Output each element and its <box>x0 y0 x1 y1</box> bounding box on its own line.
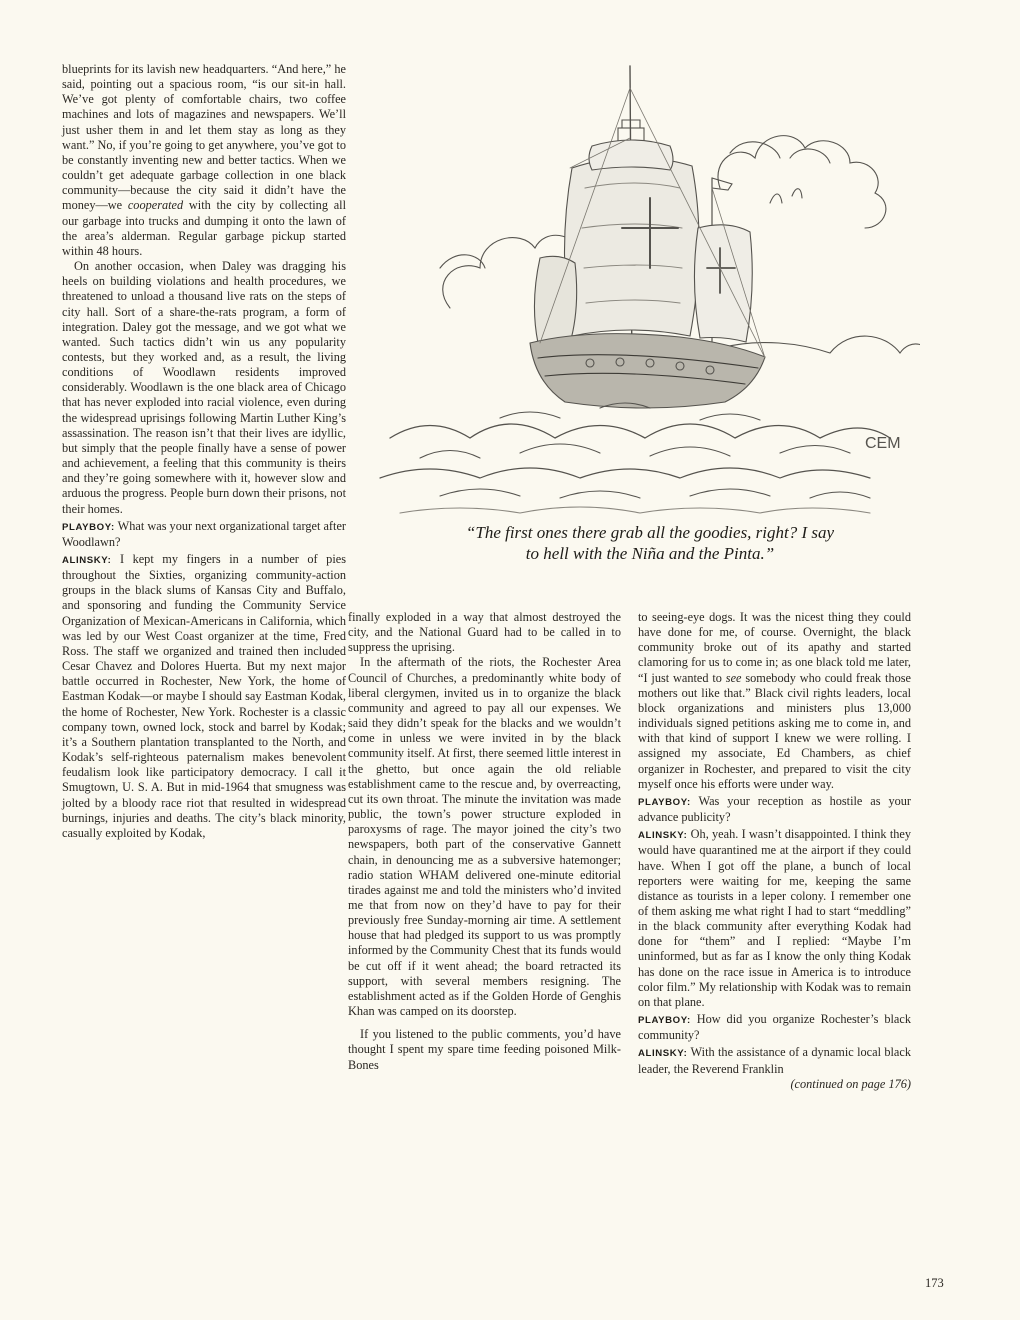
interviewer-question: PLAYBOY: How did you organize Rochester’s black community? <box>638 1012 911 1043</box>
interviewee-answer: ALINSKY: Oh, yeah. I wasn’t disappointed. I think they would have quarantined me at the airport if they could have. When I got off the plane, a bunch of local reporters were waiting for me, keeping the same distance as tourists in a leper colony. I remember one of them asking me what right I had to start “meddling” in the black community after everything Kodak had done for “them” and I replied: “Maybe I’m uninformed, but as far as I know the only thing Kodak has done on the race issue in America is to introduce color film.” My relationship with Kodak was to remain on that plane. <box>638 827 911 1009</box>
speaker-label: PLAYBOY: <box>62 521 115 533</box>
paragraph: finally exploded in a way that almost destroyed the city, and the National Guard had to be called in to suppress the uprising. <box>348 610 621 655</box>
paragraph: On another occasion, when Daley was dragging his heels on building violations and health procedures, we threatened to unload a thousand live rats on the steps of city hall. Sort of a share-the-rats program, a form of integration. Daley got the message, and we got what we wanted. Such tactics didn’t win us any popularity contests, but they worked and, as a result, the living conditions of Woodlawn residents improved considerably. Woodlawn is the one black area of Chicago that has never exploded into racial violence, even during the widespread uprisings following Martin Luther King’s assassination. The reason isn’t that their lives are idyllic, but simply that the people finally have a sense of power and achievement, a feeling that this community is theirs and they’re going somewhere with it, however slow and arduous the progress. People burn down their prisons, not their homes. <box>62 259 346 516</box>
interviewee-answer: ALINSKY: I kept my fingers in a number of pies throughout the Sixties, organizing community-action groups in the black slums of Kansas City and Buffalo, and sponsoring and funding the Community Service Organization of Mexican-Americans in California, which was led by our West Coast organizer at the time, Fred Ross. The staff we organized and trained then included Cesar Chavez and Dolores Huerta. But my next major battle occurred in Rochester, New York, the home of Eastman Kodak—or maybe I should say Eastman Kodak, the home of Rochester, New York. Rochester is a classic company town, owned lock, stock and barrel by Kodak; it’s a Southern plantation transplanted to the North, and Kodak’s self-righteous paternalism makes benevolent feudalism look like participatory democracy. I call it Smugtown, U. S. A. But in mid-1964 that smugness was jolted by a bloody race riot that resulted in widespread burnings, injuries and deaths. The city’s black minority, casually exploited by Kodak, <box>62 552 346 840</box>
interviewee-answer: ALINSKY: With the assistance of a dynamic local black leader, the Reverend Franklin <box>638 1045 911 1076</box>
article-column-2 <box>348 610 621 1073</box>
paragraph: to seeing-eye dogs. It was the nicest thing they could have done for me, of course. Overnight, the black community broke out of its apathy and started clamoring for us to come in; as one black told me later, “I just wanted to see somebody who could freak those mothers out like that.” Black civil rights leaders, local block organizations and ministers plus 13,000 individuals signed petitions asking me to come in, and with that kind of support I knew we were rolling. I assigned my associate, Ed Chambers, as chief organizer in Rochester, and prepared to visit the city myself once his efforts were under way. <box>638 610 911 791</box>
speaker-label: PLAYBOY: <box>638 1015 691 1027</box>
interviewer-question: PLAYBOY: Was your reception as hostile as your advance publicity? <box>638 793 911 825</box>
page-number: 173 <box>925 1276 944 1290</box>
continuation-note: (continued on page 176) <box>790 1076 911 1091</box>
speaker-label: ALINSKY: <box>638 1048 688 1060</box>
speaker-label: ALINSKY: <box>62 555 112 566</box>
interviewer-question: PLAYBOY: What was your next organizational target after Woodlawn? <box>62 518 346 549</box>
article-column-1 <box>62 62 346 841</box>
sailing-ship-illustration <box>360 58 920 523</box>
cartoon-caption: “The first ones there grab all the goodies, right? I say to hell with the Niña and the Pinta.” <box>465 523 835 563</box>
article-column-3 <box>638 610 911 1092</box>
paragraph: In the aftermath of the riots, the Rochester Area Council of Churches, a predominantly white body of liberal clergymen, invited us in to organize the black community and agreed to pay all our expenses. We said they didn’t speak for the blacks and we wouldn’t come in unless we were invited in by the black community itself. At first, there seemed little interest in the ghetto, but once again the old reliable establishment came to the rescue and, by overreacting, cut its own throat. The minute the invitation was made public, the town’s power structure exploded in paroxysms of rage. The mayor joined the city’s two newspapers, both part of the conservative Gannett chain, in denouncing me as a subversive hatemonger; radio station WHAM delivered one-minute editorial tirades against me and told the ministers who’d invited me that from now on they’d have to pay for their previously free Sunday-morning air time. A settlement house that had pledged its support to us was promptly informed by the Community Chest that its funds would be cut off if it went ahead; the board retracted its support, with several members resigning. The establishment acted as if the Golden Horde of Genghis Khan was camped on its doorstep. <box>348 655 621 1019</box>
paragraph: If you listened to the public comments, you’d have thought I spent my spare time feeding poisoned Milk-Bones <box>348 1027 621 1072</box>
artist-signature: CEM <box>865 435 901 452</box>
paragraph: blueprints for its lavish new headquarters. “And here,” he said, pointing out a spacious room, “is our sit-in hall. We’ve got plenty of comfortable chairs, two coffee machines and lots of magazines and newspapers. We’ll just usher them in and let them stay as long as they want.” No, if you’re going to get anywhere, you’ve got to be constantly inventing new and better tactics. When we couldn’t get adequate garbage collection in one black community—because the city said it didn’t have the money—we cooperated with the city by collecting all our garbage into trucks and dumping it onto the lawn of the area’s alderman. Regular garbage pickup started within 48 hours. <box>62 62 346 258</box>
speaker-label: ALINSKY: <box>638 830 688 842</box>
speaker-label: PLAYBOY: <box>638 796 691 808</box>
